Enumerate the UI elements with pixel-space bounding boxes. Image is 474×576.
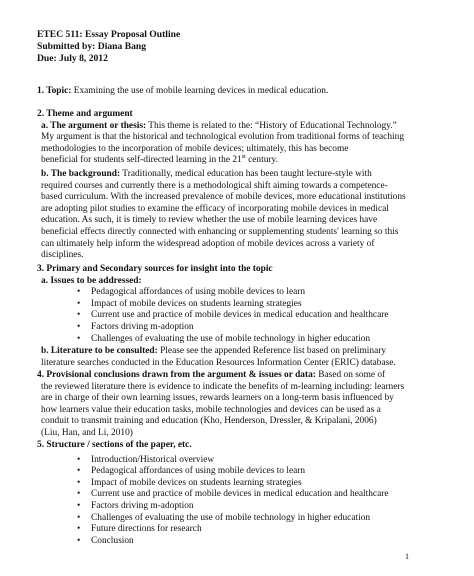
- list-item: • Current use and practice of mobile devices in medical education and healthcare: [77, 489, 442, 501]
- conclusions-line: the reviewed literature there is evidence to indicate the benefits of m-learning including: learners: [41, 381, 405, 392]
- conclusions-line: are in charge of their own learning issues, rewards learners on a long-term basis influenced by: [41, 393, 394, 404]
- submitted-by: Submitted by: Diana Bang: [37, 41, 147, 52]
- section-structure: [37, 440, 442, 547]
- list-item: • Future directions for research: [77, 524, 442, 536]
- list-item: • Impact of mobile devices on students learning strategies: [77, 299, 442, 311]
- list-item: • Challenges of evaluating the use of mobile technology in higher education: [77, 513, 442, 525]
- background-line: are adopting pilot studies to examine the efficacy of incorporating mobile devices in medical: [41, 203, 389, 214]
- background-text: Traditionally, medical education has been taught lecture-style with: [120, 169, 372, 179]
- thesis-label: a. The argument or thesis:: [41, 120, 147, 131]
- list-item: • Pedagogical affordances of using mobile devices to learn: [77, 466, 442, 478]
- sources-heading: 3. Primary and Secondary sources for insight into the topic: [37, 264, 273, 274]
- background-line: can ultimately help inform the widespread adoption of mobile devices across a variety of: [41, 238, 375, 249]
- list-item: • Factors driving m-adoption: [77, 322, 442, 334]
- thesis-line-2: methodologies to the incorporation of mobile devices; ultimately, this has become: [41, 143, 349, 154]
- course-title: ETEC 511: Essay Proposal Outline: [37, 29, 181, 40]
- background-line: required courses and currently there is a methodological shift aiming towards a competence-: [41, 180, 388, 191]
- background-line: disciplines.: [41, 250, 84, 261]
- conclusions-line: (Liu, Han, and Li, 2010): [41, 427, 133, 438]
- topic-text: Examining the use of mobile learning devices in medical education.: [71, 86, 329, 96]
- literature-line: literature searches conducted in the Education Resources Information Center (ERIC) database.: [41, 357, 396, 368]
- structure-heading: 5. Structure / sections of the paper, etc.: [37, 440, 192, 450]
- conclusions-label: 4. Provisional conclusions drawn from the argument & issues or data:: [37, 370, 316, 380]
- list-item: • Factors driving m-adoption: [77, 501, 442, 513]
- section-topic: [37, 86, 442, 98]
- section-sources: [37, 264, 442, 345]
- list-item: • Challenges of evaluating the use of mobile technology in higher education: [77, 334, 442, 346]
- list-item: • Pedagogical affordances of using mobile devices to learn: [77, 287, 442, 299]
- thesis-line-3: beneficial for students self-directed learning in the 21st century.: [41, 154, 278, 166]
- issues-list: [77, 287, 442, 345]
- list-item: • Conclusion: [77, 536, 442, 548]
- list-item: • Impact of mobile devices on students learning strategies: [77, 478, 442, 490]
- section-literature: [37, 346, 442, 369]
- theme-heading: 2. Theme and argument: [37, 109, 133, 119]
- conclusions-line: how learners value their education tasks, mobile technologies and devices can be used as a: [41, 404, 381, 415]
- section-conclusions: [37, 370, 442, 440]
- section-background: [37, 169, 442, 262]
- section-theme: [37, 109, 442, 167]
- background-line: beneficial effects directly connected with enhancing or supplementing students' learning so this: [41, 226, 399, 237]
- topic-label: 1. Topic:: [37, 86, 72, 96]
- list-item: • Introduction/Historical overview: [77, 455, 442, 467]
- issues-label: a. Issues to be addressed:: [41, 275, 142, 286]
- background-line: based curriculum. With the increased prevalence of mobile devices, more educational institutions: [41, 192, 406, 203]
- conclusions-text: Based on some of: [315, 370, 386, 380]
- document-header: [37, 29, 180, 65]
- background-line: education. As such, it is timely to review whether the use of mobile learning devices have: [41, 215, 378, 226]
- due-date: Due: July 8, 2012: [37, 53, 108, 64]
- background-label: b. The background:: [41, 169, 121, 179]
- thesis-line-1: My argument is that the historical and technological evolution from traditional forms of teaching: [41, 132, 405, 143]
- thesis-text: This theme is related to the: “History of Educational Technology.”: [146, 120, 397, 131]
- structure-list: [77, 455, 442, 548]
- list-item: • Current use and practice of mobile devices in medical education and healthcare: [77, 310, 442, 322]
- literature-label: b. Literature to be consulted:: [41, 346, 158, 356]
- literature-text: Please see the appended Reference list based on preliminary: [157, 346, 387, 356]
- conclusions-line: conduit to transmit training and education (Kho, Henderson, Dressler, & Kripalani, 2006): [41, 416, 377, 427]
- page-number: 1: [405, 552, 409, 561]
